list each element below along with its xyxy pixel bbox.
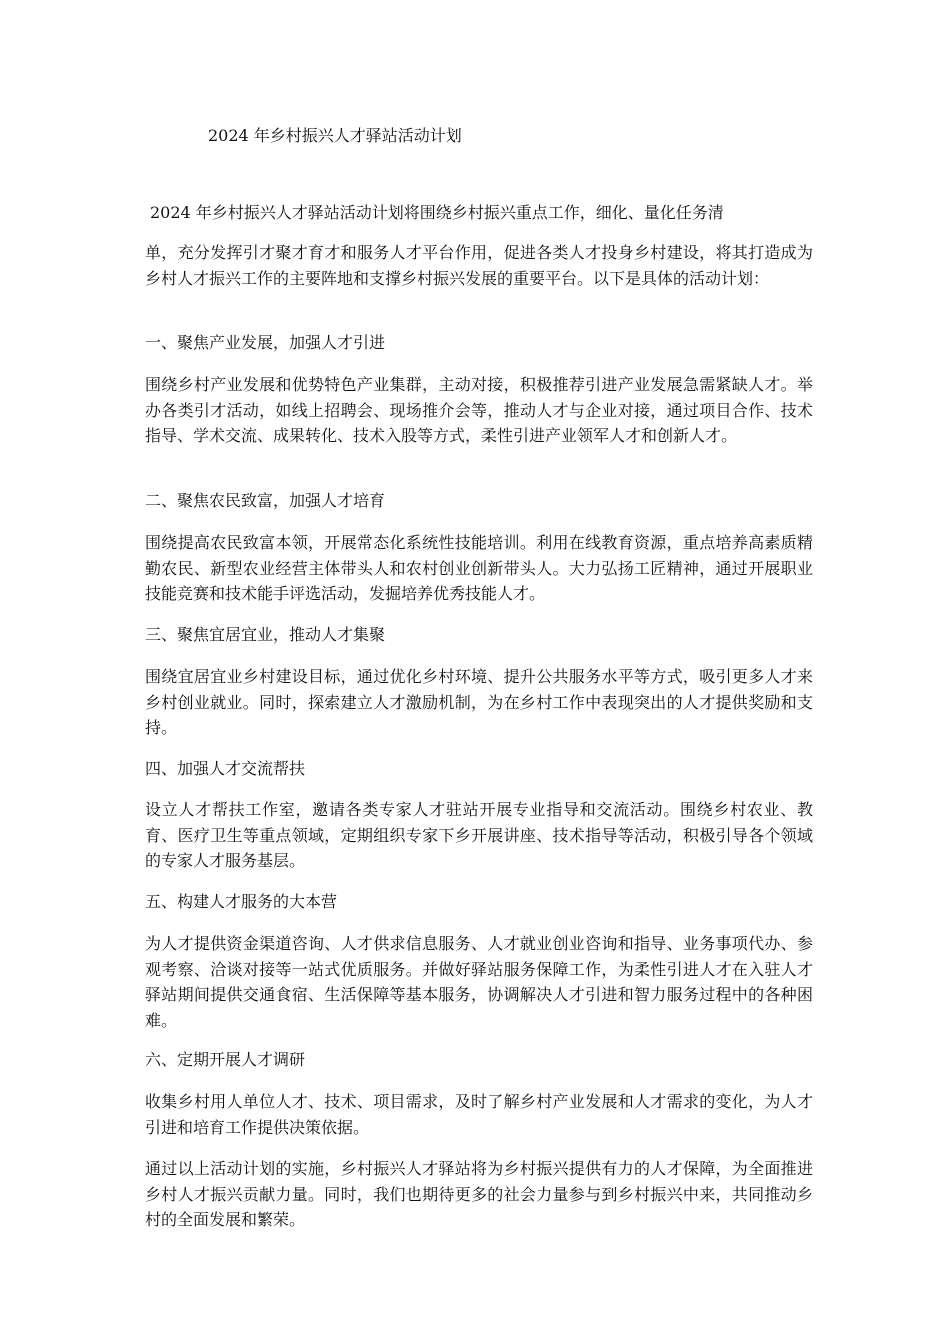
section-body-text: 围绕宜居宜业乡村建设目标，通过优化乡村环境、提升公共服务水平等方式，吸引更多人才来乡村创业就业。同时，探索建立人才激励机制，为在乡村工作中表现突出的人才提供奖励和支持。 (145, 667, 813, 737)
section-heading-6: 六、定期开展人才调研 (145, 1050, 306, 1069)
conclusion-text: 通过以上活动计划的实施，乡村振兴人才驿站将为乡村振兴提供有力的人才保障，为全面推进乡村人才振兴贡献力量。同时，我们也期待更多的社会力量参与到乡村振兴中来，共同推动乡村的全面发展和繁荣。 (145, 1159, 813, 1229)
section-body-5 (145, 931, 813, 1033)
section-body-3 (145, 664, 813, 741)
section-heading-1: 一、聚焦产业发展，加强人才引进 (145, 333, 386, 352)
section-heading-5: 五、构建人才服务的大本营 (145, 892, 338, 911)
intro-paragraph-text: 单，充分发挥引才聚才育才和服务人才平台作用，促进各类人才投身乡村建设，将其打造成为乡村人才振兴工作的主要阵地和支撑乡村振兴发展的重要平台。以下是具体的活动计划： (145, 243, 813, 288)
intro-paragraph (145, 240, 813, 291)
section-body-text: 设立人才帮扶工作室，邀请各类专家人才驻站开展专业指导和交流活动。围绕乡村农业、教育、医疗卫生等重点领域，定期组织专家下乡开展讲座、技术指导等活动，积极引导各个领域的专家人才服务基层。 (145, 800, 813, 870)
section-heading-4: 四、加强人才交流帮扶 (145, 759, 306, 778)
section-body-1 (145, 372, 813, 449)
document-title: 2024 年乡村振兴人才驿站活动计划 (208, 126, 462, 145)
section-body-6 (145, 1089, 813, 1140)
section-body-4 (145, 797, 813, 874)
section-body-text: 为人才提供资金渠道咨询、人才供求信息服务、人才就业创业咨询和指导、业务事项代办、参观考察、洽谈对接等一站式优质服务。并做好驿站服务保障工作，为柔性引进人才在入驻人才驿站期间提供交通食宿、生活保障等基本服务，协调解决人才引进和智力服务过程中的各种困难。 (145, 934, 813, 1030)
section-heading-3: 三、聚焦宜居宜业，推动人才集聚 (145, 625, 386, 644)
section-body-text: 收集乡村用人单位人才、技术、项目需求，及时了解乡村产业发展和人才需求的变化，为人才引进和培育工作提供决策依据。 (145, 1092, 813, 1137)
section-heading-2: 二、聚焦农民致富，加强人才培育 (145, 491, 386, 510)
conclusion-paragraph (145, 1156, 813, 1233)
section-body-2 (145, 530, 813, 607)
section-body-text: 围绕乡村产业发展和优势特色产业集群，主动对接，积极推荐引进产业发展急需紧缺人才。举办各类引才活动，如线上招聘会、现场推介会等，推动人才与企业对接，通过项目合作、技术指导、学术交流、成果转化、技术入股等方式，柔性引进产业领军人才和创新人才。 (145, 375, 813, 445)
intro-first-line: 2024 年乡村振兴人才驿站活动计划将围绕乡村振兴重点工作，细化、量化任务清 (150, 203, 724, 222)
section-body-text: 围绕提高农民致富本领，开展常态化系统性技能培训。利用在线教育资源，重点培养高素质精勤农民、新型农业经营主体带头人和农村创业创新带头人。大力弘扬工匠精神，通过开展职业技能竞赛和技术能手评选活动，发掘培养优秀技能人才。 (145, 533, 813, 603)
